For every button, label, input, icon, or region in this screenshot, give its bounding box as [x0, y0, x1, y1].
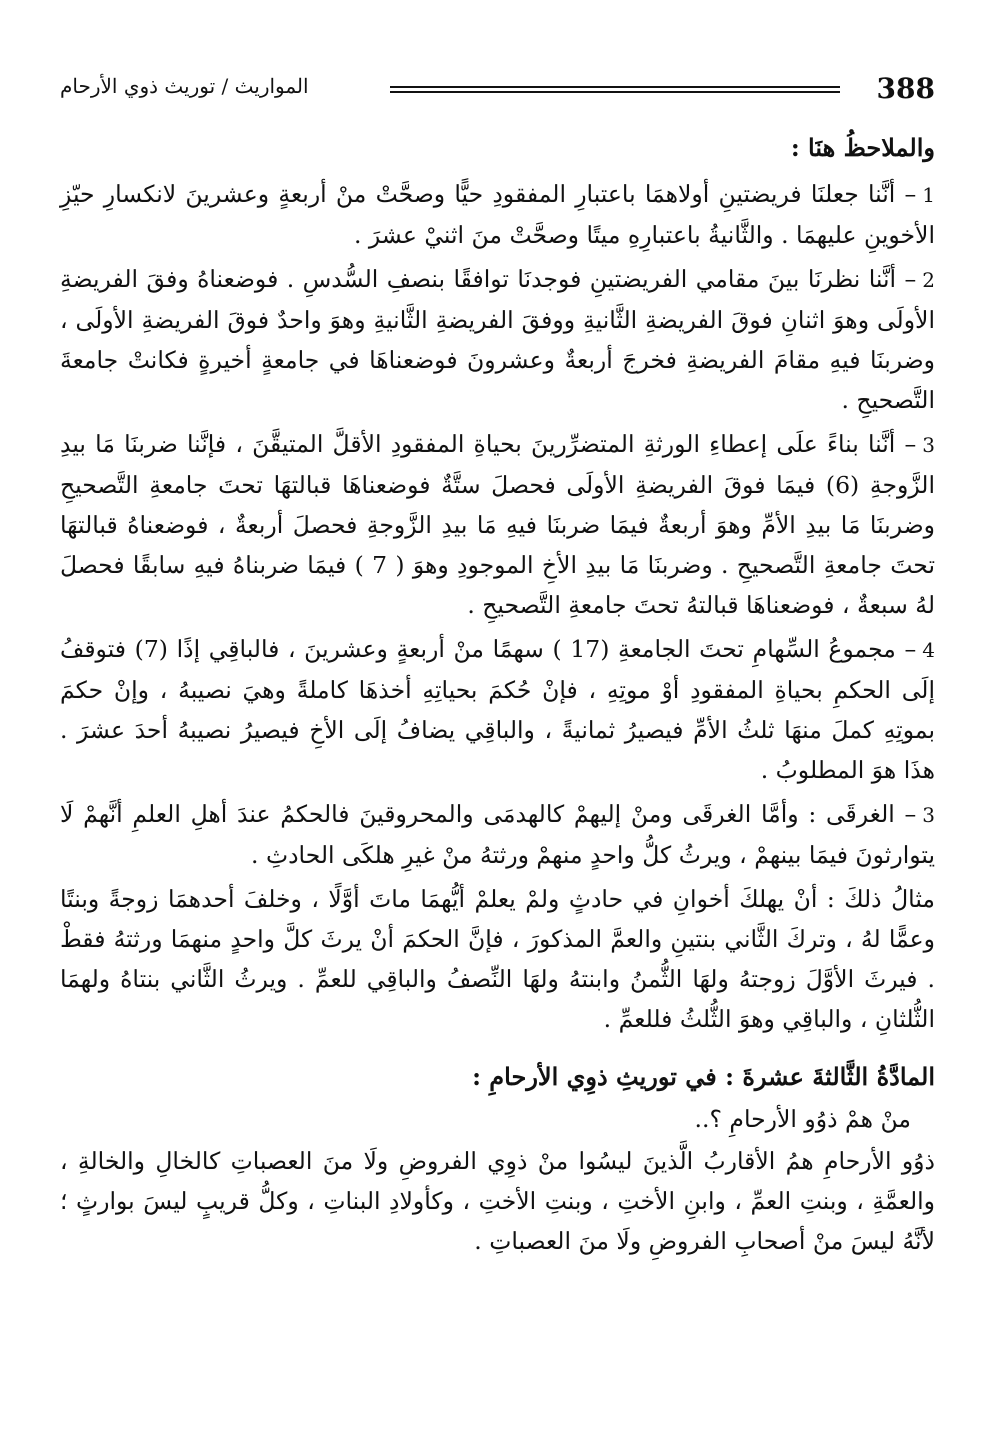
paragraph-text: – الغرقَى : وأمَّا الغرقَى ومنْ إليهمْ كالهدمَى والمحروقينَ فالحكمُ عندَ أهلِ العلمِ أنَّهمْ لَا يتوارثونَ فيمَا بينهمْ ، ويرثُ كلُّ واحدٍ منهمْ ورثتهُ منْ غيرِ هلكَى الحادثِ .	[60, 800, 935, 869]
paragraph-text: – أنَّنا بناءً علَى إعطاءِ الورثةِ المتضرِّرينَ بحياةِ المفقودِ الأقلَّ المتيقَّنَ ، فإنَّنا ضربنَا مَا بيدِ الزَّوجةِ (6) فيمَا فوقَ الفريضةِ الأولَى فحصلَ ستَّةٌ فوضعناهَا قبالتهَا تحتَ جامعةِ التَّصحيحِ وضربنَا مَا بيدِ الأمِّ وهوَ أربعةٌ فيمَا ضربنَا فيهِ مَا بيدِ الزَّوجةِ فحصلَ أربعةٌ ، فوضعناهُ قبالتهَا تحتَ جامعةِ التَّصحيحِ . وضربنَا مَا بيدِ الأخِ الموجودِ وهوَ ( 7 ) فيمَا ضربناهُ فيهِ سابقًا فحصلَ لهُ سبعةٌ ، فوضعناهَا قبالتهُ تحتَ جامعةِ التَّصحيحِ .	[60, 430, 935, 619]
running-title: المواريث / توريث ذوي الأرحام	[60, 74, 309, 98]
numbered-paragraph	[60, 174, 935, 255]
notes-heading: والملاحظُ هنَا :	[790, 133, 935, 162]
paragraph-number: 3	[922, 433, 935, 457]
paragraph-text: – مجموعُ السِّهامِ تحتَ الجامعةِ (17 ) سهمًا منْ أربعةٍ وعشرينَ ، فالباقِي إذًا (7) فتوقفُ إلَى الحكمِ بحياةِ المفقودِ أوْ موتِهِ ، فإنْ حُكمَ بحياتِهِ أخذهَا كاملةً وهيَ نصيبهُ ، وإنْ حكمَ بموتِهِ كملَ منهَا ثلثُ الأمِّ فيصيرُ ثمانيةً ، والباقِي يضافُ إلَى الأخِ فيصيرُ نصيبهُ أحدَ عشرَ . هذَا هوَ المطلوبُ .	[60, 635, 935, 784]
paragraph-number: 2	[922, 268, 935, 292]
page-header	[60, 60, 935, 108]
numbered-paragraph	[60, 424, 935, 625]
numbered-paragraph	[60, 259, 935, 420]
header-rule	[390, 86, 840, 93]
paragraph-number: 1	[922, 183, 935, 207]
closing-paragraph: ذوُو الأرحامِ همُ الأقاربُ الَّذينَ ليسُوا منْ ذوِي الفروضِ ولَا منَ العصباتِ كالخالِ والخالةِ ، والعمَّةِ ، وبنتِ العمِّ ، وابنِ الأختِ ، وبنتِ الأختِ ، وكأولادِ البناتِ ، وكلُّ قريبٍ ليسَ بوارثٍ ؛ لأنَّهُ ليسَ منْ أصحابِ الفروضِ ولَا منَ العصباتِ .	[60, 1147, 935, 1255]
numbered-paragraph	[60, 794, 935, 875]
paragraph-text: – أنَّنا نظرنَا بينَ مقامي الفريضتينِ فوجدنَا توافقًا بنصفِ السُّدسِ . فوضعناهُ وفقَ الفريضةِ الأولَى وهوَ اثنانِ فوقَ الفريضةِ الثَّانيةِ ووفقَ الفريضةِ الثَّانيةِ وهوَ واحدٌ فوقَ الفريضةِ الأولَى ، وضربنَا فيهِ مقامَ الفريضةِ فخرجَ أربعةٌ وعشرونَ فوضعناهَا في جامعةٍ أخيرةٍ فكانتْ جامعةَ التَّصحيحِ .	[60, 265, 935, 414]
book-page	[60, 60, 935, 1360]
question-line: منْ همْ ذوُو الأرحامِ ؟..	[694, 1105, 911, 1133]
body-text	[60, 128, 935, 1265]
numbered-paragraph	[60, 629, 935, 790]
section-heading: المادَّةُ الثَّالثةَ عشرةَ : في توريثِ ذوِي الأرحامِ :	[472, 1062, 935, 1091]
paragraph-number: 4	[922, 638, 935, 662]
example-paragraph: مثالُ ذلكَ : أنْ يهلكَ أخوانِ في حادثٍ ولمْ يعلمْ أيُّهمَا ماتَ أوَّلًا ، وخلفَ أحدهمَا زوجةً وبنتًا وعمًّا لهُ ، وتركَ الثَّاني بنتينِ والعمَّ المذكورَ ، فإنَّ الحكمَ أنْ يرثَ كلَّ واحدٍ منهمَا ورثتهُ فقطْ . فيرثَ الأوَّلَ زوجتهُ ولهَا الثُّمنُ وابنتهُ ولهَا النِّصفُ والباقِي للعمِّ . ويرثُ الثَّاني بنتاهُ ولهمَا الثُّلثانِ ، والباقِي وهوَ الثُّلثُ فللعمِّ .	[60, 885, 935, 1033]
page-number: 388	[876, 72, 935, 105]
paragraph-number: 3	[922, 803, 935, 827]
paragraph-text: – أنَّنا جعلنَا فريضتينِ أولاهمَا باعتبارِ المفقودِ حيًّا وصحَّتْ منْ أربعةٍ وعشرينَ لانكسارِ حيّزِ الأخوينِ عليهمَا . والثَّانيةُ باعتبارِهِ ميتًا وصحَّتْ منَ اثنيْ عشرَ .	[60, 180, 935, 249]
